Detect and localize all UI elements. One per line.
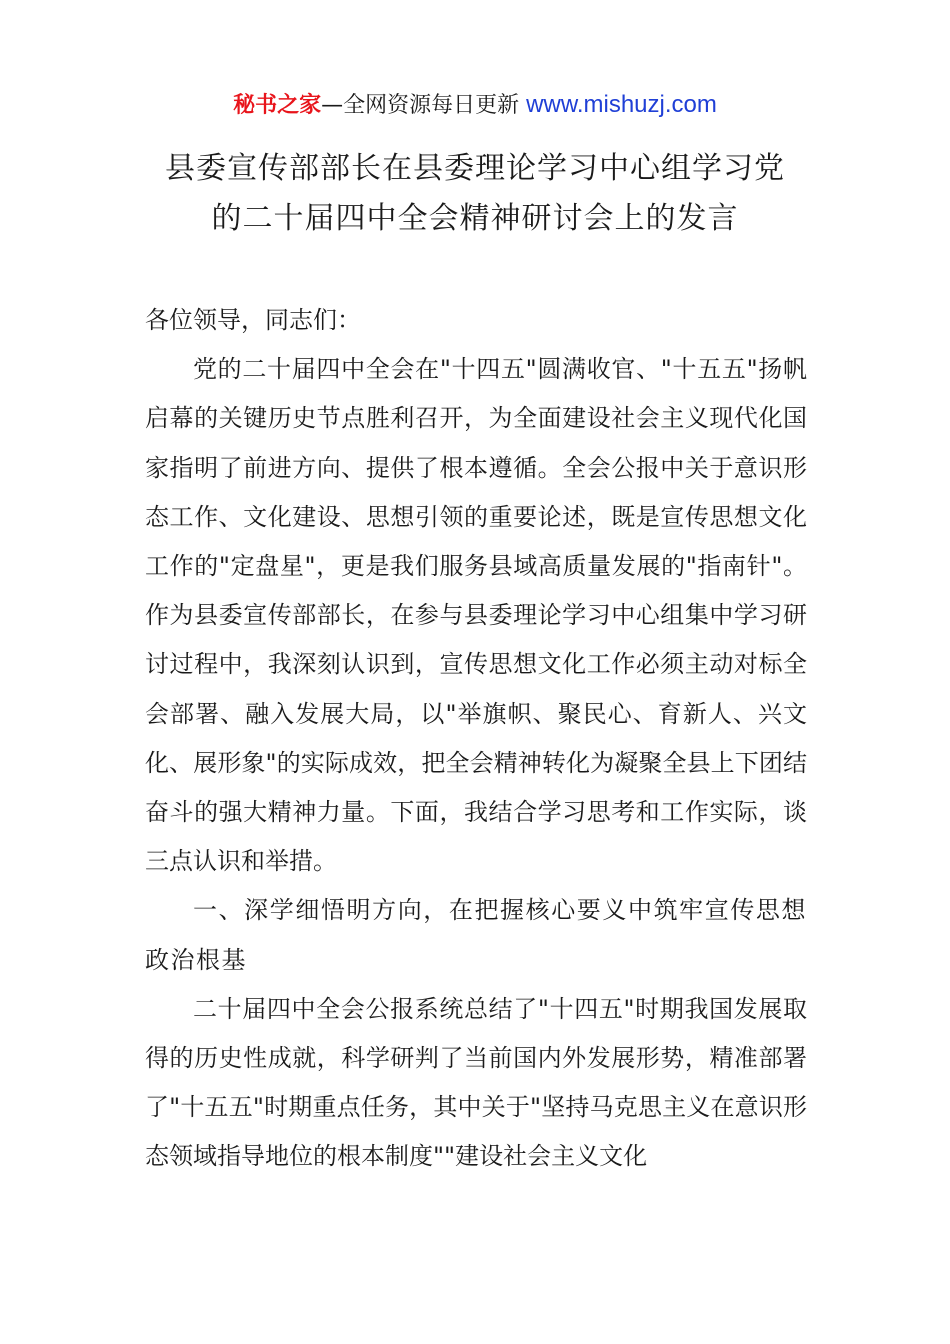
- salutation: 各位领导，同志们：: [145, 306, 361, 334]
- document-body: [145, 296, 807, 1182]
- paragraph-1: 党的二十届四中全会在"十四五"圆满收官、"十五五"扬帆启幕的关键历史节点胜利召开，为全面建设社会主义现代化国家指明了前进方向、提供了根本遵循。全会公报中关于意识形态工作、文化建设、思想引领的重要论述，既是宣传思想文化工作的"定盘星"，更是我们服务县域高质量发展的"指南针"。作为县委宣传部部长，在参与县委理论学习中心组集中学习研讨过程中，我深刻认识到，宣传思想文化工作必须主动对标全会部署、融入发展大局，以"举旗帜、聚民心、育新人、兴文化、展形象"的实际成效，把全会精神转化为凝聚全县上下团结奋斗的强大精神力量。下面，我结合学习思考和工作实际，谈三点认识和举措。: [145, 355, 807, 876]
- brand-name: 秘书之家: [233, 93, 322, 118]
- title-line-1: 县委宣传部部长在县委理论学习中心组学习党: [165, 151, 785, 186]
- title-line-2: 的二十届四中全会精神研讨会上的发言: [211, 201, 739, 236]
- header-tagline: —全网资源每日更新: [321, 93, 527, 118]
- section-heading-1: 一、深学细悟明方向，在把握核心要义中筑牢宣传思想政治根基: [145, 896, 807, 974]
- site-header: [0, 88, 950, 123]
- paragraph-2: 二十届四中全会公报系统总结了"十四五"时期我国发展取得的历史性成就，科学研判了当前国内外发展形势，精准部署了"十五五"时期重点任务，其中关于"坚持马克思主义在意识形态领域指导地位的根本制度""建设社会主义文化: [145, 994, 807, 1171]
- document-title: [60, 144, 890, 244]
- site-url-link[interactable]: www.mishuzj.com: [526, 91, 717, 118]
